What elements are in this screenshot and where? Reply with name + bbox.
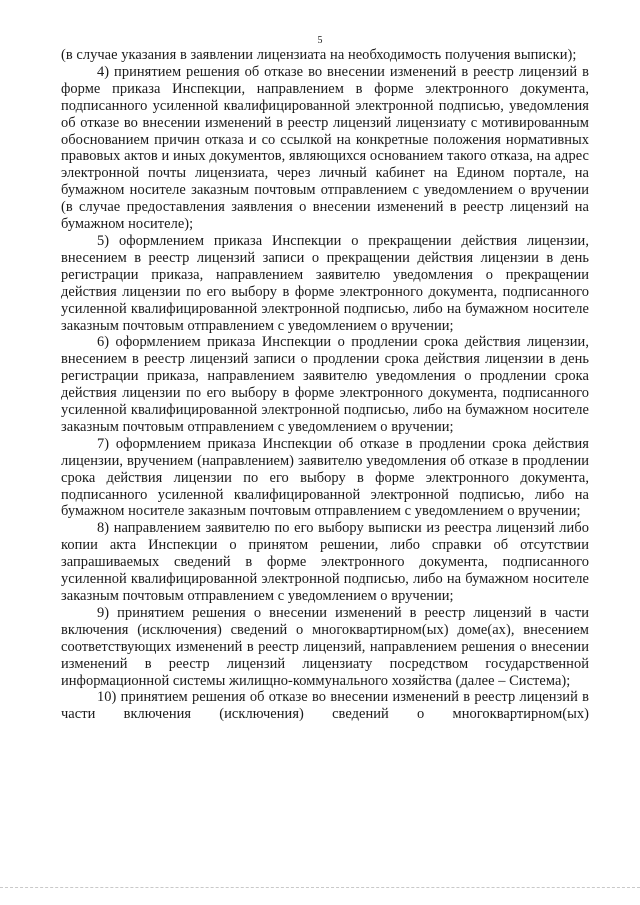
page-number: 5 <box>317 35 323 46</box>
paragraph-item-4: 4) принятием решения об отказе во внесении изменений в реестр лицензий в форме приказа Инспекции, направлением в форме электронного документа, подписанного усиленной квалифицированной электронной подписью, уведомления об отказе во внесении изменений в реестр лицензий лицензиату с мотивированным обоснованием причин отказа и со ссылкой на конкретные положения нормативных правовых актов и иных документов, являющихся основанием такого отказа, на адрес электронной почты лицензиата, через личный кабинет на Едином портале, на бумажном носителе заказным почтовым отправлением с уведомлением о вручении (в случае предоставления заявления о внесении изменений в реестр лицензий на бумажном носителе); <box>61 63 589 233</box>
paragraph-item-8: 8) направлением заявителю по его выбору выписки из реестра лицензий либо копии акта Инспекции о принятом решении, либо справки об отсутствии запрашиваемых сведений в форме электронного документа, подписанного усиленной квалифицированной электронной подписью, либо на бумажном носителе заказным почтовым отправлением с уведомлением о вручении; <box>61 520 589 604</box>
scan-edge-line <box>0 887 640 888</box>
paragraph-item-7: 7) оформлением приказа Инспекции об отказе в продлении срока действия лицензии, вручением (направлением) заявителю уведомления об отказе в продлении срока действия лицензии по его выбору в форме электронного документа, подписанного усиленной квалифицированной электронной подписью, либо на бумажном носителе заказным почтовым отправлением с уведомлением о вручении; <box>61 435 589 520</box>
paragraph-item-10: 10) принятием решения об отказе во внесении изменений в реестр лицензий в части включения (исключения) сведений о многоквартирном(ых) <box>61 689 589 723</box>
paragraph-item-6: 6) оформлением приказа Инспекции о продлении срока действия лицензии, внесением в реестр лицензий записи о продлении срока действия лицензии в день регистрации приказа, направлением заявителю уведомления о продлении срока действия лицензии по его выбору в форме электронного документа, подписанного усиленной квалифицированной электронной подписью, либо на бумажном носителе заказным почтовым отправлением с уведомлением о вручении; <box>61 334 589 435</box>
paragraph-item-5: 5) оформлением приказа Инспекции о прекращении действия лицензии, внесением в реестр лицензий записи о прекращении действия лицензии в день регистрации приказа, направлением заявителю уведомления о прекращении действия лицензии по его выбору в форме электронного документа, подписанного усиленной квалифицированной электронной подписью, либо на бумажном носителе заказным почтовым отправлением с уведомлением о вручении; <box>61 232 589 334</box>
document-body <box>61 47 589 723</box>
paragraph-continuation: (в случае указания в заявлении лицензиата на необходимость получения выписки); <box>61 47 577 63</box>
paragraph-item-9: 9) принятием решения о внесении изменений в реестр лицензий в части включения (исключения) сведений о многоквартирном(ых) доме(ах), внесением соответствующих изменений в реестр лицензий, направлением решения о внесении изменений в реестр лицензий лицензиату посредством государственной информационной системы жилищно-коммунального хозяйства (далее – Система); <box>61 604 589 689</box>
